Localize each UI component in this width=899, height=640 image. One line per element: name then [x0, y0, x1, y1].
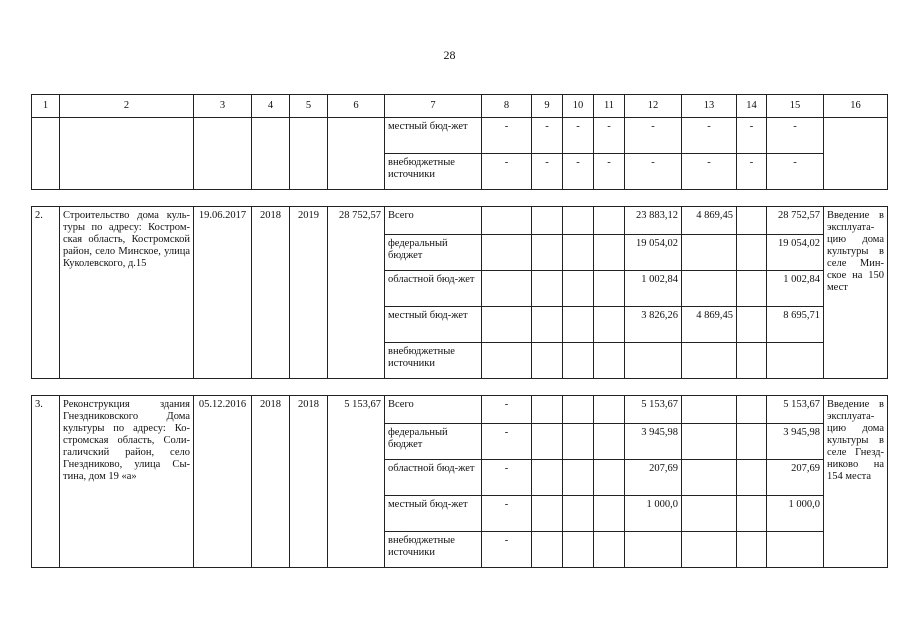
header-row	[32, 95, 888, 118]
source-label: Всего	[385, 396, 482, 424]
source-label: местный бюд-жет	[385, 118, 482, 154]
header-cell: 9	[532, 95, 563, 118]
source-label: областной бюд-жет	[385, 460, 482, 496]
table-row: внебюджетные источники -	[32, 532, 888, 568]
start-year: 2018	[252, 207, 290, 379]
table-row: областной бюд-жет - 207,69 207,69	[32, 460, 888, 496]
page-number: 28	[443, 48, 456, 62]
start-year: 2018	[252, 396, 290, 568]
header-cell: 10	[563, 95, 594, 118]
header-cell: 2	[60, 95, 194, 118]
source-label: Всего	[385, 207, 482, 235]
table-row: местный бюд-жет - - - - - - - -	[32, 118, 888, 154]
header-cell: 12	[625, 95, 682, 118]
header-cell: 16	[824, 95, 888, 118]
object-date: 19.06.2017	[194, 207, 252, 379]
end-year: 2018	[290, 396, 328, 568]
source-label: федеральный бюджет	[385, 424, 482, 460]
object-name: Реконструкция здания Гнездниковского Дома культуры по адресу: Ко-стромская область, Соли-галичский район, село Гнездниково, улица Сы-тина, дом 19 «а»	[60, 396, 194, 568]
table-row: областной бюд-жет 1 002,84 1 002,84	[32, 271, 888, 307]
source-label: федеральный бюджет	[385, 235, 482, 271]
source-label: местный бюд-жет	[385, 307, 482, 343]
table-row: федеральный бюджет 19 054,02 19 054,02	[32, 235, 888, 271]
header-cell: 15	[767, 95, 824, 118]
object-number: 3.	[32, 396, 60, 568]
header-cell: 4	[252, 95, 290, 118]
total-cost: 5 153,67	[328, 396, 385, 568]
header-cell: 1	[32, 95, 60, 118]
table-row: 3. Реконструкция здания Гнездниковского Дома культуры по адресу: Ко-стромская область, Соли-галичский район, село Гнездниково, улица Сы-тина, дом 19 «а» 05.12.2016 2018 2018 5 153,67 Всего - 5 153,67 5 153,67 Введение в эксплуата-цию дома культуры в селе Гнезд-никово на 154 места	[32, 396, 888, 424]
source-label: местный бюд-жет	[385, 496, 482, 532]
budget-table	[31, 94, 888, 568]
header-cell: 7	[385, 95, 482, 118]
source-label: внебюджетные источники	[385, 532, 482, 568]
table-row: местный бюд-жет - 1 000,0 1 000,0	[32, 496, 888, 532]
table-row: федеральный бюджет - 3 945,98 3 945,98	[32, 424, 888, 460]
total-cost: 28 752,57	[328, 207, 385, 379]
expected-result: Введение в эксплуата-цию дома культуры в селе Мин-ское на 150 мест	[824, 207, 888, 379]
expected-result: Введение в эксплуата-цию дома культуры в селе Гнезд-никово на 154 места	[824, 396, 888, 568]
header-cell: 11	[594, 95, 625, 118]
source-label: внебюджетные источники	[385, 154, 482, 190]
header-cell: 5	[290, 95, 328, 118]
object-date: 05.12.2016	[194, 396, 252, 568]
header-cell: 8	[482, 95, 532, 118]
header-cell: 6	[328, 95, 385, 118]
source-label: внебюджетные источники	[385, 343, 482, 379]
table-row: внебюджетные источники - - - - - - - -	[32, 154, 888, 190]
table-row: местный бюд-жет 3 826,26 4 869,45 8 695,71	[32, 307, 888, 343]
header-cell: 14	[737, 95, 767, 118]
header-cell: 3	[194, 95, 252, 118]
header-cell: 13	[682, 95, 737, 118]
object-name: Строительство дома куль-туры по адресу: Костром-ская область, Костромской район, село Минское, улица Куколевского, д.15	[60, 207, 194, 379]
table-row: 2. Строительство дома куль-туры по адресу: Костром-ская область, Костромской район, село Минское, улица Куколевского, д.15 19.06.2017 2018 2019 28 752,57 Всего 23 883,12 4 869,45 28 752,57 Введение в эксплуата-цию дома культуры в селе Мин-ское на 150 мест	[32, 207, 888, 235]
end-year: 2019	[290, 207, 328, 379]
source-label: областной бюд-жет	[385, 271, 482, 307]
object-number: 2.	[32, 207, 60, 379]
